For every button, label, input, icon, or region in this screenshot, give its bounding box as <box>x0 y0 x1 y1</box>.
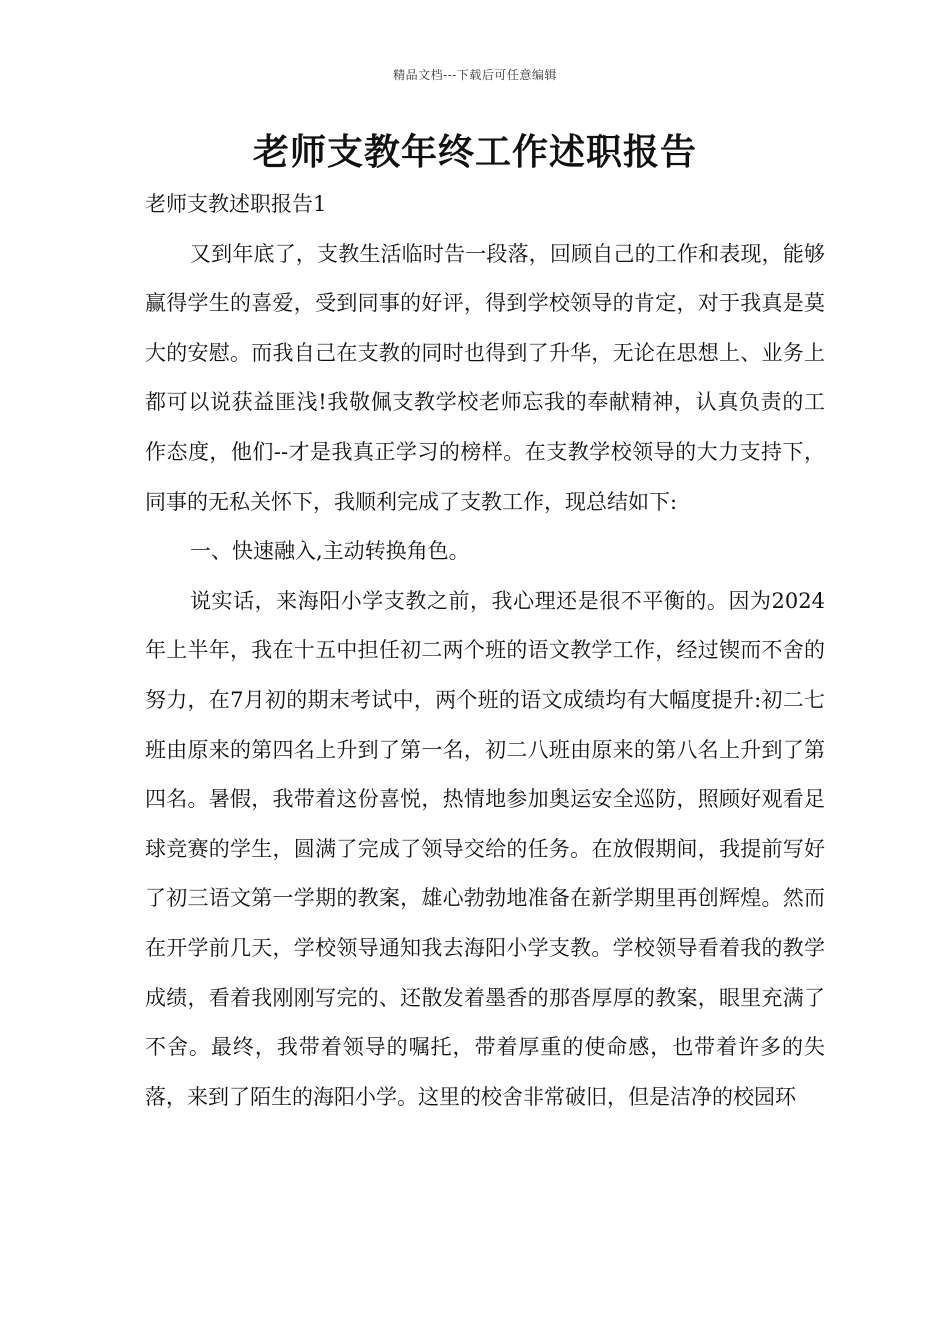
paragraph-section-1: 说实话，来海阳小学支教之前，我心理还是很不平衡的。因为2024年上半年，我在十五中担任初二两个班的语文教学工作，经过锲而不舍的努力，在7月初的期末考试中，两个班的语文成绩均有大幅度提升:初二七班由原来的第四名上升到了第一名，初二八班由原来的第八名上升到了第四名。暑假，我带着这份喜悦，热情地参加奥运安全巡防，照顾好观看足球竞赛的学生，圆满了完成了领导交给的任务。在放假期间，我提前写好了初三语文第一学期的教案，雄心勃勃地准备在新学期里再创辉煌。然而在开学前几天，学校领导通知我去海阳小学支教。学校领导看着我的教学成绩，看着我刚刚写完的、还散发着墨香的那沓厚厚的教案，眼里充满了不舍。最终，我带着领导的嘱托，带着厚重的使命感，也带着许多的失落，来到了陌生的海阳小学。这里的校舍非常破旧，但是洁净的校园环 <box>145 588 825 1109</box>
section-heading-1: 一、快速融入,主动转换角色。 <box>190 539 470 564</box>
header-note: 精品文档---下载后可任意编辑 <box>393 68 557 82</box>
document-title: 老师支教年终工作述职报告 <box>252 131 697 173</box>
paragraph-intro: 又到年底了，支教生活临时告一段落，回顾自己的工作和表现，能够赢得学生的喜爱，受到同事的好评，得到学校领导的肯定，对于我真是莫大的安慰。而我自己在支教的同时也得到了升华，无论在思想上、业务上都可以说获益匪浅!我敬佩支教学校老师忘我的奉献精神，认真负责的工作态度，他们--才是我真正学习的榜样。在支教学校领导的大力支持下，同事的无私关怀下，我顺利完成了支教工作，现总结如下: <box>145 241 825 514</box>
document-body <box>145 180 825 1122</box>
section-subtitle: 老师支教述职报告1 <box>145 192 327 216</box>
